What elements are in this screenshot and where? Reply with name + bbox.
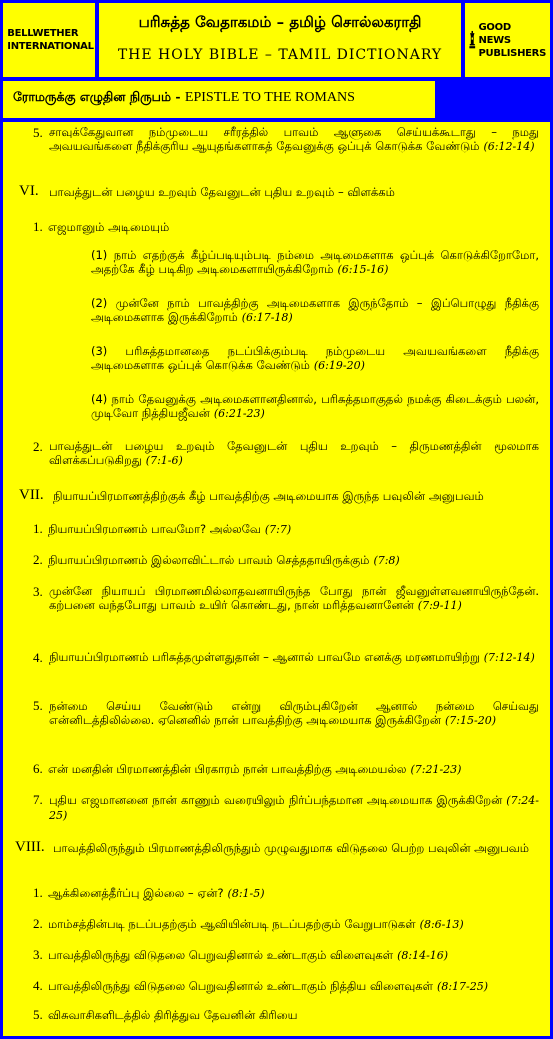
item-text: (3) பரிசுத்தமானதை நடப்பிக்கும்படி நம்முடைய அவயவங்களை நீதிக்கு அடிமைகளாக ஒப்புக் கொடுக்க வேண்டும்	[91, 344, 539, 372]
outline-item	[48, 553, 538, 568]
item-number: 1.	[33, 219, 43, 234]
verse-reference: (8:1-5)	[227, 887, 265, 900]
verse-reference: (7:8)	[373, 554, 400, 567]
outline-item	[48, 522, 538, 537]
item-number: 3.	[33, 947, 43, 962]
outline-item	[49, 439, 539, 468]
dictionary-header	[99, 3, 461, 77]
outline-item	[48, 948, 538, 963]
item-text: ஆக்கினைத்தீர்ப்பு இல்லை – ஏன்?	[48, 886, 224, 900]
verse-reference: (7:15-20)	[445, 714, 496, 727]
outline-item	[49, 699, 539, 728]
epistle-title-english: EPISTLE TO THE ROMANS	[184, 90, 355, 105]
outline-subitem	[91, 344, 539, 373]
bellwether-logo	[3, 3, 95, 77]
item-text: நியாயப்பிரமாணம் பரிசுத்தமுள்ளதுதான் – ஆனால் பாவமே எனக்கு மரணமாயிற்று	[49, 650, 480, 664]
section-heading: நியாயப்பிரமாணத்திற்குக் கீழ் பாவத்திற்கு அடிமையாக இருந்த பவுலின் அனுபவம்	[53, 489, 484, 503]
item-number: 7.	[33, 792, 43, 807]
epistle-title-box	[3, 81, 435, 118]
item-number: 4.	[33, 978, 43, 993]
left-logo-line1: BELLWETHER	[7, 28, 79, 39]
outline-item	[49, 125, 539, 154]
outline-item	[48, 917, 538, 932]
section-heading: பாவத்துடன் பழைய உறவும் தேவனுடன் புதிய உறவும் – விளக்கம்	[49, 185, 395, 199]
verse-reference: (8:17-25)	[437, 980, 489, 993]
item-text: (2) முன்னே நாம் பாவத்திற்கு அடிமைகளாக இருந்தோம் – இப்பொழுது நீதிக்கு அடிமைகளாக இருக்கிறோம்	[91, 296, 539, 324]
good-news-logo	[465, 3, 550, 77]
verse-reference: (7:9-11)	[417, 599, 462, 612]
header-title-tamil: பரிசுத்த வேதாகமம் – தமிழ் சொல்லகராதி	[138, 13, 422, 31]
outline-item	[49, 584, 539, 613]
item-text: மாம்சத்தின்படி நடப்பதற்கும் ஆவியின்படி நடப்பதற்கும் வேறுபாடுகள்	[48, 917, 416, 931]
outline-item	[48, 762, 538, 777]
verse-reference: (7:24-25)	[49, 794, 539, 822]
item-number: 1.	[33, 521, 43, 536]
item-number: 4.	[33, 650, 43, 665]
outline-item: விசுவாசிகளிடத்தில் திரித்துவ தேவனின் கிரியை	[48, 1008, 298, 1022]
outline-item: எஜமானும் அடிமையும்	[48, 220, 170, 234]
item-text: என் மனதின் பிரமாணத்தின் பிரகாரம் நான் பாவத்திற்கு அடிமையல்ல	[48, 762, 407, 776]
item-text: சாவுக்கேதுவான நம்முடைய சரீரத்தில் பாவம் ஆளுகை செய்யக்கூடாது – நமது அவயவங்களை நீதிக்குரிய ஆயுதங்களாகத் தேவனுக்கு ஒப்புக் கொடுக்க வேண்டும்	[49, 125, 539, 153]
item-text: (1) நாம் எதற்குக் கீழ்ப்படியும்படி நம்மை அடிமைகளாக ஒப்புக் கொடுக்கிறோமோ, அதற்கே கீழ் படிகிற அடிமைகளாயிருக்கிறோம்	[91, 248, 539, 276]
section-number: VII.	[19, 487, 44, 503]
item-text: புதிய எஜமானனை நான் காணும் வரையிலும் நிர்ப்பந்தமான அடிமையாக இருக்கிறேன்	[49, 793, 503, 807]
item-number: 2.	[33, 439, 43, 454]
verse-reference: (6:21-23)	[213, 407, 265, 420]
verse-reference: (8:6-13)	[419, 918, 464, 931]
item-text: பாவத்துடன் பழைய உறவும் தேவனுடன் புதிய உறவும் – திருமணத்தின் மூலமாக விளக்கப்படுகிறது	[49, 439, 539, 467]
verse-reference: (6:17-18)	[241, 311, 293, 324]
item-number: 3.	[33, 584, 43, 599]
verse-reference: (7:21-23)	[410, 763, 462, 776]
item-text: (4) நாம் தேவனுக்கு அடிமைகளானதினால், பரிசுத்தமாகுதல் நமக்கு கிடைக்கும் பலன், முடிவோ நித்தியஜீவன்	[91, 392, 539, 420]
verse-reference: (7:1-6)	[145, 454, 183, 467]
bell-tower-icon	[469, 15, 476, 65]
verse-reference: (6:19-20)	[313, 359, 365, 372]
outline-content	[3, 122, 550, 1036]
item-text: நியாயப்பிரமாணம் இல்லாவிட்டால் பாவம் செத்ததாயிருக்கும்	[48, 553, 370, 567]
outline-item	[48, 886, 538, 901]
item-number: 5.	[33, 1007, 43, 1022]
item-text: நன்மை செய்ய வேண்டும் என்று விரும்புகிறேன் ஆனால் நன்மை செய்வது என்னிடத்திலில்லை. ஏனெனில் நான் பாவத்திற்கு அடிமையாக இருக்கிறேன்	[49, 699, 539, 727]
outline-item	[48, 979, 543, 994]
outline-item	[49, 793, 539, 823]
verse-reference: (8:14-16)	[397, 949, 449, 962]
right-logo-line2: PUBLISHERS	[478, 47, 546, 59]
header-title-english: THE HOLY BIBLE – TAMIL DICTIONARY	[117, 47, 443, 63]
epistle-title-tamil: ரோமருக்கு எழுதின நிருபம் -	[13, 89, 181, 104]
section-heading: பாவத்திலிருந்தும் பிரமாணத்திலிருந்தும் முழுவதுமாக விடுதலை பெற்ற பவுலின் அனுபவம்	[53, 841, 530, 855]
item-number: 5.	[33, 125, 43, 140]
item-text: பாவத்திலிருந்து விடுதலை பெறுவதினால் உண்டாகும் விளைவுகள்	[48, 948, 394, 962]
outline-subitem	[91, 392, 539, 421]
outline-item	[49, 650, 539, 665]
outline-subitem	[91, 296, 539, 325]
section-number: VI.	[19, 183, 39, 199]
item-number: 2.	[33, 552, 43, 567]
item-number: 6.	[33, 761, 43, 776]
item-text: நியாயப்பிரமாணம் பாவமோ? அல்லவே	[48, 522, 261, 536]
item-number: 5.	[33, 698, 43, 713]
item-text: முன்னே நியாயப் பிரமாணமில்லாதவனாயிருந்த போது நான் ஜீவனுள்ளவனாயிருந்தேன். கற்பனை வந்தபோது பாவம் உயிர் கொண்டது, நான் மரித்தவனானேன்	[49, 584, 539, 612]
item-text: பாவத்திலிருந்து விடுதலை பெறுவதினால் உண்டாகும் நித்திய விளைவுகள்	[48, 979, 434, 993]
left-logo-line2: INTERNATIONAL	[7, 41, 94, 52]
item-number: 1.	[33, 885, 43, 900]
item-number: 2.	[33, 916, 43, 931]
verse-reference: (7:7)	[264, 523, 292, 536]
outline-subitem	[91, 248, 539, 277]
section-number: VIII.	[15, 839, 45, 855]
verse-reference: (7:12-14)	[483, 651, 535, 664]
verse-reference: (6:12-14)	[483, 140, 535, 153]
right-logo-line1: GOOD NEWS	[478, 21, 511, 46]
epistle-title	[13, 89, 355, 106]
verse-reference: (6:15-16)	[337, 263, 389, 276]
